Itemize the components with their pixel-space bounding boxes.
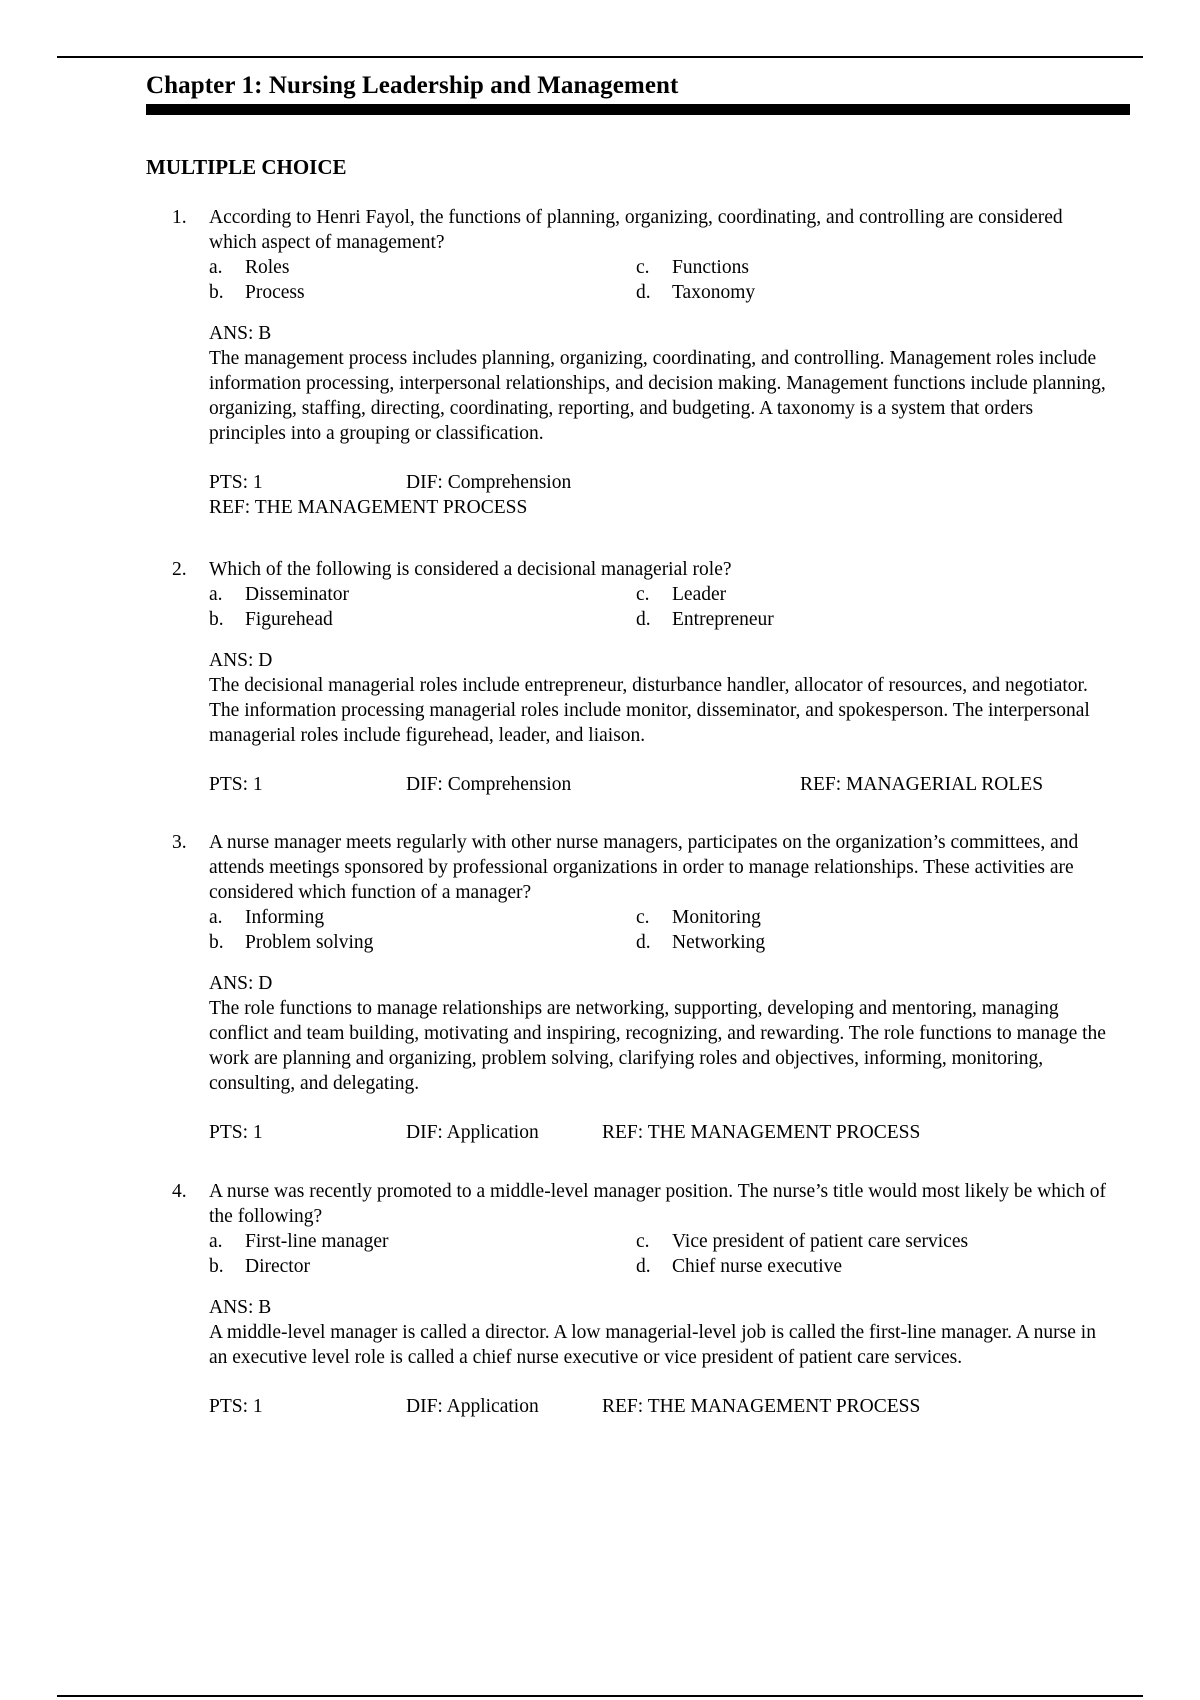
title-underline-bar <box>146 104 1130 115</box>
top-rule <box>57 56 1143 58</box>
question-number: 3. <box>172 832 187 853</box>
chapter-title: Chapter 1: Nursing Leadership and Management <box>146 72 679 99</box>
question-number: 1. <box>172 207 187 228</box>
rationale: The decisional managerial roles include entrepreneur, disturbance handler, allocator of resources, and negotiator. The information processing managerial roles include monitor, disseminator, and spokesperson. The interpersonal managerial roles include figurehead, leader, and liaison. <box>209 675 1090 746</box>
option-d: d. Chief nurse executive <box>636 1256 843 1277</box>
bottom-rule <box>57 1695 1143 1697</box>
points: PTS: 1 <box>209 1122 263 1143</box>
difficulty: DIF: Comprehension <box>406 774 572 795</box>
points: PTS: 1 <box>209 774 263 795</box>
option-c: c. Leader <box>636 584 727 605</box>
option-a: a. First-line manager <box>209 1231 389 1252</box>
question-stem: A nurse manager meets regularly with other nurse managers, participates on the organization’s committees, and attends meetings sponsored by professional organizations in order to manage relationships. These activities are considered which function of a manager? <box>209 832 1079 903</box>
difficulty: DIF: Comprehension <box>406 472 572 493</box>
rationale: A middle-level manager is called a director. A low managerial-level job is called the first-line manager. A nurse in an executive level role is called a chief nurse executive or vice president of patient care services. <box>209 1322 1096 1368</box>
question-meta <box>209 1120 1112 1145</box>
question-4 <box>172 1179 1112 1419</box>
difficulty: DIF: Application <box>406 1122 539 1143</box>
option-d: d. Networking <box>636 932 766 953</box>
question-3 <box>172 830 1112 1145</box>
question-number: 4. <box>172 1181 187 1202</box>
points: PTS: 1 <box>209 1396 263 1417</box>
answer-key: ANS: B <box>209 323 272 344</box>
option-a: a. Disseminator <box>209 584 349 605</box>
option-c: c. Functions <box>636 257 749 278</box>
question-meta <box>209 772 1112 797</box>
rationale: The management process includes planning, organizing, coordinating, and controlling. Management roles include information processing, interpersonal relationships, and decision making. Management functions include planning, organizing, staffing, directing, coordinating, reporting, and budgeting. A taxonomy is a system that orders principles into a grouping or classification. <box>209 348 1106 444</box>
difficulty: DIF: Application <box>406 1396 539 1417</box>
option-a: a. Roles <box>209 257 290 278</box>
question-2 <box>172 557 1112 797</box>
answer-key: ANS: D <box>209 973 273 994</box>
answer-key: ANS: D <box>209 650 273 671</box>
reference: REF: MANAGERIAL ROLES <box>800 774 1044 795</box>
answer-key: ANS: B <box>209 1297 272 1318</box>
option-b: b. Process <box>209 282 305 303</box>
question-stem: According to Henri Fayol, the functions of planning, organizing, coordinating, and controlling are considered which aspect of management? <box>209 207 1063 253</box>
question-stem: A nurse was recently promoted to a middle-level manager position. The nurse’s title would most likely be which of the following? <box>209 1181 1106 1227</box>
reference: REF: THE MANAGEMENT PROCESS <box>602 1122 921 1143</box>
option-a: a. Informing <box>209 907 325 928</box>
option-b: b. Figurehead <box>209 609 333 630</box>
question-meta <box>209 470 1112 520</box>
option-c: c. Vice president of patient care services <box>636 1231 969 1252</box>
option-c: c. Monitoring <box>636 907 761 928</box>
reference: REF: THE MANAGEMENT PROCESS <box>602 1396 921 1417</box>
answer-options <box>209 1229 1112 1279</box>
rationale: The role functions to manage relationships are networking, supporting, developing and mentoring, managing conflict and team building, motivating and inspiring, recognizing, and rewarding. The role functions to manage the work are planning and organizing, problem solving, clarifying roles and objectives, informing, monitoring, consulting, and delegating. <box>209 998 1106 1094</box>
answer-options <box>209 255 1112 305</box>
points: PTS: 1 <box>209 472 263 493</box>
section-heading: MULTIPLE CHOICE <box>146 155 347 179</box>
question-meta <box>209 1394 1112 1419</box>
option-b: b. Director <box>209 1256 310 1277</box>
question-number: 2. <box>172 559 187 580</box>
question-1 <box>172 205 1112 520</box>
question-stem: Which of the following is considered a decisional managerial role? <box>209 559 732 580</box>
answer-options <box>209 582 1112 632</box>
answer-options <box>209 905 1112 955</box>
option-b: b. Problem solving <box>209 932 374 953</box>
reference: REF: THE MANAGEMENT PROCESS <box>209 497 528 518</box>
option-d: d. Taxonomy <box>636 282 756 303</box>
option-d: d. Entrepreneur <box>636 609 774 630</box>
